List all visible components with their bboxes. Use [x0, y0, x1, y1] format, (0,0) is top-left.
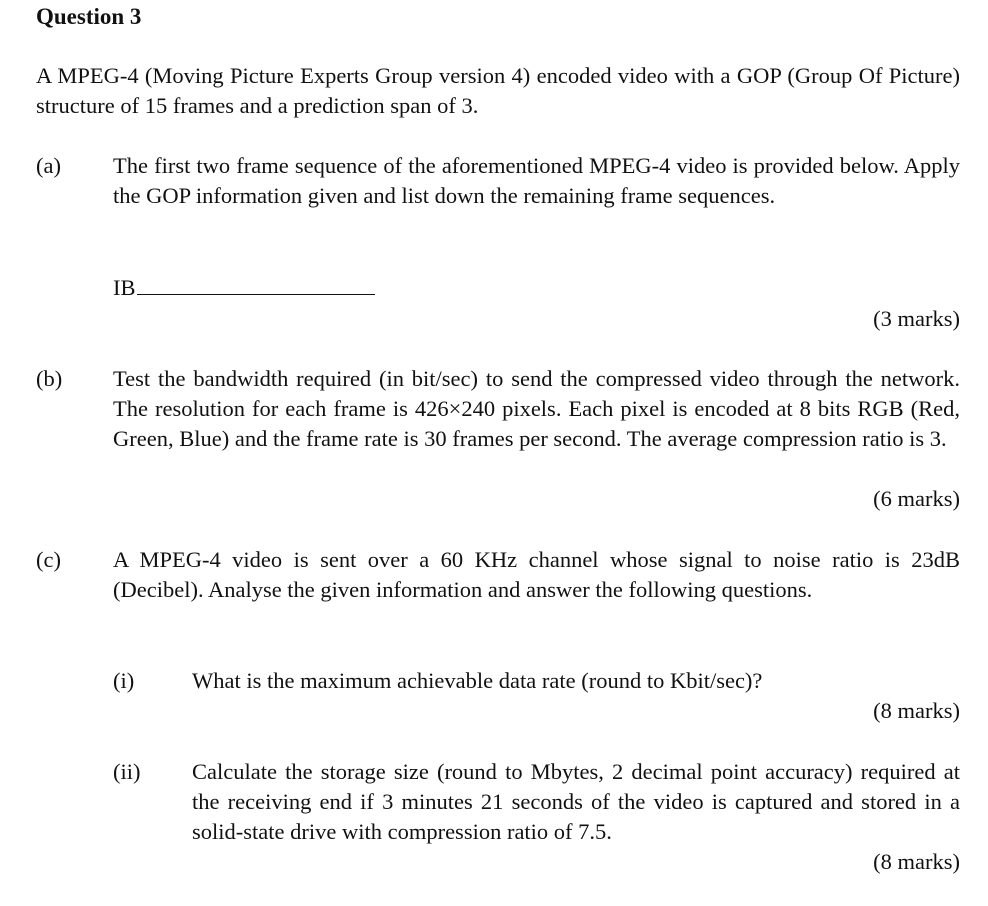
part-c-i-text: What is the maximum achievable data rate (round to Kbit/sec)?: [192, 668, 763, 693]
part-c-ii-label: (ii): [113, 759, 141, 784]
part-b-text: Test the bandwidth required (in bit/sec) to send the compressed video through the network. The resolution for each frame is 426×240 pixels. Each pixel is encoded at 8 bits RGB (Red, Green, Blue) and the frame rate is 30 frames per second. The average compression ratio is 3.: [113, 366, 960, 451]
part-a-marks: (3 marks): [873, 306, 960, 331]
part-c-text: A MPEG-4 video is sent over a 60 KHz channel whose signal to noise ratio is 23dB (Decibel). Analyse the given information and answer the following questions.: [113, 547, 960, 602]
part-a-text: The first two frame sequence of the aforementioned MPEG-4 video is provided below. Apply the GOP information given and list down the remaining frame sequences.: [113, 153, 960, 208]
part-c-i-label: (i): [113, 668, 135, 693]
part-b-marks: (6 marks): [873, 486, 960, 511]
part-a-answer-line: [113, 272, 375, 303]
question-intro: A MPEG-4 (Moving Picture Experts Group version 4) encoded video with a GOP (Group Of Picture) structure of 15 frames and a prediction span of 3.: [36, 63, 960, 118]
part-c-ii-marks: (8 marks): [873, 849, 960, 874]
part-a-label: (a): [36, 153, 61, 178]
part-c-label: (c): [36, 547, 61, 572]
answer-blank: [137, 272, 375, 295]
given-sequence: IB: [113, 275, 136, 300]
part-b-label: (b): [36, 366, 63, 391]
part-c-ii-text: Calculate the storage size (round to Mbytes, 2 decimal point accuracy) required at the receiving end if 3 minutes 21 seconds of the video is captured and stored in a solid-state drive with compression ratio of 7.5.: [192, 759, 960, 844]
question-title: Question 3: [36, 4, 142, 29]
part-c-i-marks: (8 marks): [873, 698, 960, 723]
